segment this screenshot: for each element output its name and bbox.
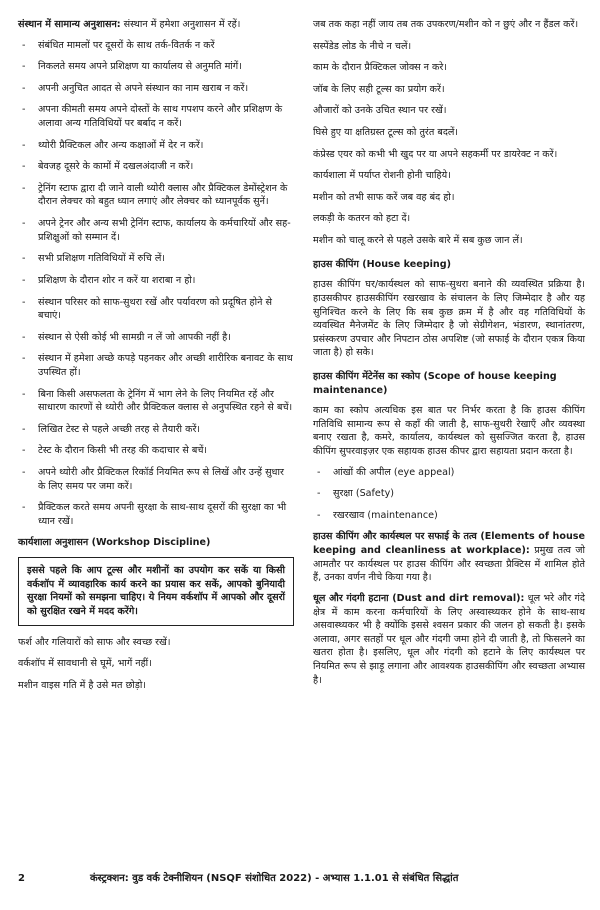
workshop-rule: सस्पेंडेड लोड के नीचे न चलें। <box>313 40 412 52</box>
workshop-rule: कार्यशाला में पर्याप्त रोशनी होनी चाहिये। <box>313 170 451 182</box>
workshop-rule: मशीन वाइस गति में है उसे मत छोड़ो। <box>18 679 147 691</box>
list-item: - आंखों की अपील (eye appeal) <box>313 466 585 480</box>
workshop-rule: मशीन को तभी साफ करें जब वह बंद हो। <box>313 191 455 203</box>
house-keeping-paragraph: हाउस कीपिंग घर/कार्यस्थल को साफ-सुथरा बनाने की व्यवस्थित प्रक्रिया है। हाउसकीपर हाउसकीपिंग रखरखाव के संचालन के लिए जिम्मेदार है और यह सुनिश्चित करने के लिए कि सब कुछ क्रम में है और वह गतिविधियों के व्यवस्थित मैनेजमेंट के लिए जिम्मेदार है जो सेग्रीगेशन, भंडारण, स्थानांतरण, प्रसंस्करण उपचार और निपटान ठोस अपशिष्ट (जो सफाई के दौरान एकत्र किया जाता है) हो सके। <box>313 279 585 359</box>
institute-discipline-heading: संस्थान में सामान्य अनुशासन: <box>18 19 121 30</box>
elements-text: प्रमुख तत्व जो आमतौर पर कार्यस्थल पर हाउस कीपिंग और स्वच्छता प्रैक्टिस में शामिल होते हैं, उनका वर्णन नीचे किया गया है। <box>313 545 586 584</box>
list-item: - सुरक्षा (Safety) <box>313 487 585 501</box>
list-item: - सभी प्रशिक्षण गतिविधियों में रुचि लें। <box>18 252 294 266</box>
workshop-rule: फर्श और गलियारों को साफ और स्वच्छ रखें। <box>18 636 171 648</box>
list-item: - रखरखाव (maintenance) <box>313 509 585 523</box>
elements-paragraph <box>313 530 585 584</box>
dust-heading: धूल और गंदगी हटाना (Dust and dirt removal): <box>313 592 525 604</box>
workshop-rule: लकड़ी के कतरन को हटा दें। <box>313 213 411 225</box>
list-item: - संस्थान में हमेशा अच्छे कपड़े पहनकर और अच्छी शारीरिक बनावट के साथ उपस्थित हों। <box>18 352 294 379</box>
workshop-discipline-heading: कार्यशाला अनुशासन (Workshop Discipline) <box>18 537 211 549</box>
list-item: - अपना कीमती समय अपने दोस्तों के साथ गपशप करने और प्रशिक्षण के अलावा अन्य गतिविधियों पर बर्बाद न करें। <box>18 103 294 130</box>
list-item: - बिना किसी असफलता के ट्रेनिंग में भाग लेने के लिए नियमित रहें और साधारण कारणों से थ्योरी और प्रैक्टिकल क्लास से अनुपस्थित रहने से बचें। <box>18 388 294 415</box>
left-column <box>18 18 294 700</box>
running-title: कंस्ट्रक्शन: वुड वर्क टेक्नीशियन (NSQF संशोधित 2022) - अभ्यास 1.1.01 से संबंधित सिद्धांत <box>90 873 459 884</box>
list-item: - बेवजह दूसरे के कामों में दखलअंदाजी न करें। <box>18 160 294 174</box>
workshop-rule: वर्कशॉप में सावधानी से घूमें, भागें नहीं। <box>18 658 152 670</box>
elements-heading: हाउस कीपिंग और कार्यस्थल पर सफाई के तत्व (Elements of house keeping and cleanliness at workplace): <box>313 531 585 557</box>
workshop-rule: जॉब के लिए सही टूल्स का प्रयोग करें। <box>313 83 445 95</box>
workshop-rule: मशीन को चालू करने से पहले उसके बारे में सब कुछ जान लें। <box>313 235 523 247</box>
list-item: - संबंधित मामलों पर दूसरों के साथ तर्क-वितर्क न करें <box>18 39 294 53</box>
institute-discipline-text: संस्थान में हमेशा अनुशासन में रहें। <box>120 19 241 30</box>
list-item: - अपनी अनुचित आदत से अपने संस्थान का नाम खराब न करें। <box>18 82 294 96</box>
page-number: 2 <box>18 873 25 884</box>
list-item: - अपने ट्रेनर और अन्य सभी ट्रेनिंग स्टाफ, कार्यालय के कर्मचारियों और सह-प्रशिक्षुओं को सम्मान दें। <box>18 217 294 244</box>
list-item: - ट्रेनिंग स्टाफ द्वारा दी जाने वाली थ्योरी क्लास और प्रैक्टिकल डेमोंस्ट्रेशन के दौरान लेक्चर को बहुत ध्यान लगाएं और लेक्चर को ध्यानपूर्वक सुनें। <box>18 182 294 209</box>
house-keeping-heading: हाउस कीपिंग (House keeping) <box>313 258 451 270</box>
workshop-rule: जब तक कहा नहीं जाय तब तक उपकरण/मशीन को न छुएं और न हैंडल करें। <box>313 19 579 30</box>
dust-paragraph <box>313 592 585 687</box>
right-column <box>313 18 585 694</box>
list-item: - प्रैक्टिकल करते समय अपनी सुरक्षा के साथ-साथ दूसरों की सुरक्षा का भी ध्यान रखें। <box>18 501 294 528</box>
workshop-rule: घिसे हुए या क्षतिग्रस्त टूल्स को तुरंत बदलें। <box>313 127 459 139</box>
workshop-rule: काम के दौरान प्रैक्टिकल जोक्स न करे। <box>313 62 447 74</box>
workshop-rule: कंप्रेस्ड एयर को कभी भी खुद पर या अपने सहकर्मी पर डायरेक्ट न करें। <box>313 148 558 160</box>
scope-heading: हाउस कीपिंग मेंटेनेंस का स्कोप (Scope of house keeping maintenance) <box>313 370 557 396</box>
list-item: - प्रशिक्षण के दौरान शोर न करें या शराबा न हो। <box>18 274 294 288</box>
list-item: - संस्थान से ऐसी कोई भी सामग्री न लें जो आपकी नहीं है। <box>18 331 294 345</box>
list-item: - थ्योरी प्रैक्टिकल और अन्य कक्षाओं में देर न करें। <box>18 139 294 153</box>
institute-discipline-intro <box>18 18 294 32</box>
list-item: - संस्थान परिसर को साफ-सुथरा रखें और पर्यावरण को प्रदूषित होने से बचाएं। <box>18 296 294 323</box>
workshop-rule: औजारों को उनके उचित स्थान पर रखें। <box>313 105 447 117</box>
dust-text: धूल भरे और गंदे क्षेत्र में काम करना कर्मचारियों के लिए अस्वास्थ्यकर होने के साथ-साथ असवास्थ्यकर भी है क्योंकि इससे श्वसन प्रकार की जलन हो सकती है। इसके अलावा, अगर सतहों पर धूल और गंदगी जमा होने दी जाती है, तो फिसलने का खतरा होता है। इसलिए, धूल और गंदगी को हटाने के लिए कार्यस्थल पर नियमित रूप से झाड़ू लगाना और आवश्यक हाउसकीपिंग और स्वच्छता अभ्यास है। <box>313 592 586 686</box>
list-item: - लिखित टेस्ट से पहले अच्छी तरह से तैयारी करें। <box>18 423 294 437</box>
scope-list <box>313 466 585 523</box>
list-item: - अपने थ्योरी और प्रैक्टिकल रिकॉर्ड नियमित रूप से लिखें और उन्हें सुधार के लिए समय पर जमा करें। <box>18 466 294 493</box>
safety-note-box: इससे पहले कि आप टूल्स और मशीनों का उपयोग कर सकें या किसी वर्कशॉप में व्यावहारिक कार्य करने का प्रयास कर सकें, आपको बुनियादी सुरक्षा नियमों को समझना चाहिए। ये नियम वर्कशॉप में आपको और दूसरों को सुरक्षित रखने में मदद करेंगे। <box>18 557 294 625</box>
list-item: - निकलते समय अपने प्रशिक्षण या कार्यालय से अनुमति मांगें। <box>18 60 294 74</box>
scope-paragraph: काम का स्कोप अत्यधिक इस बात पर निर्भर करता है कि हाउस कीपिंग गतिविधि सामान्य रूप से कहाँ की जाती है, साफ-सुथरी रेखाएँ और व्यवस्था बनाए रखता है, कमरे, कार्यालय, कार्यस्थल को सुसज्जित करता है, हाउस कीपिंग सुपरवाइज़र एक सहायक हाउस कीपर द्वारा सहायता प्रदान करता है। <box>313 405 585 458</box>
list-item: - टेस्ट के दौरान किसी भी तरह की कदाचार से बचें। <box>18 444 294 458</box>
institute-rules-list <box>18 39 294 529</box>
